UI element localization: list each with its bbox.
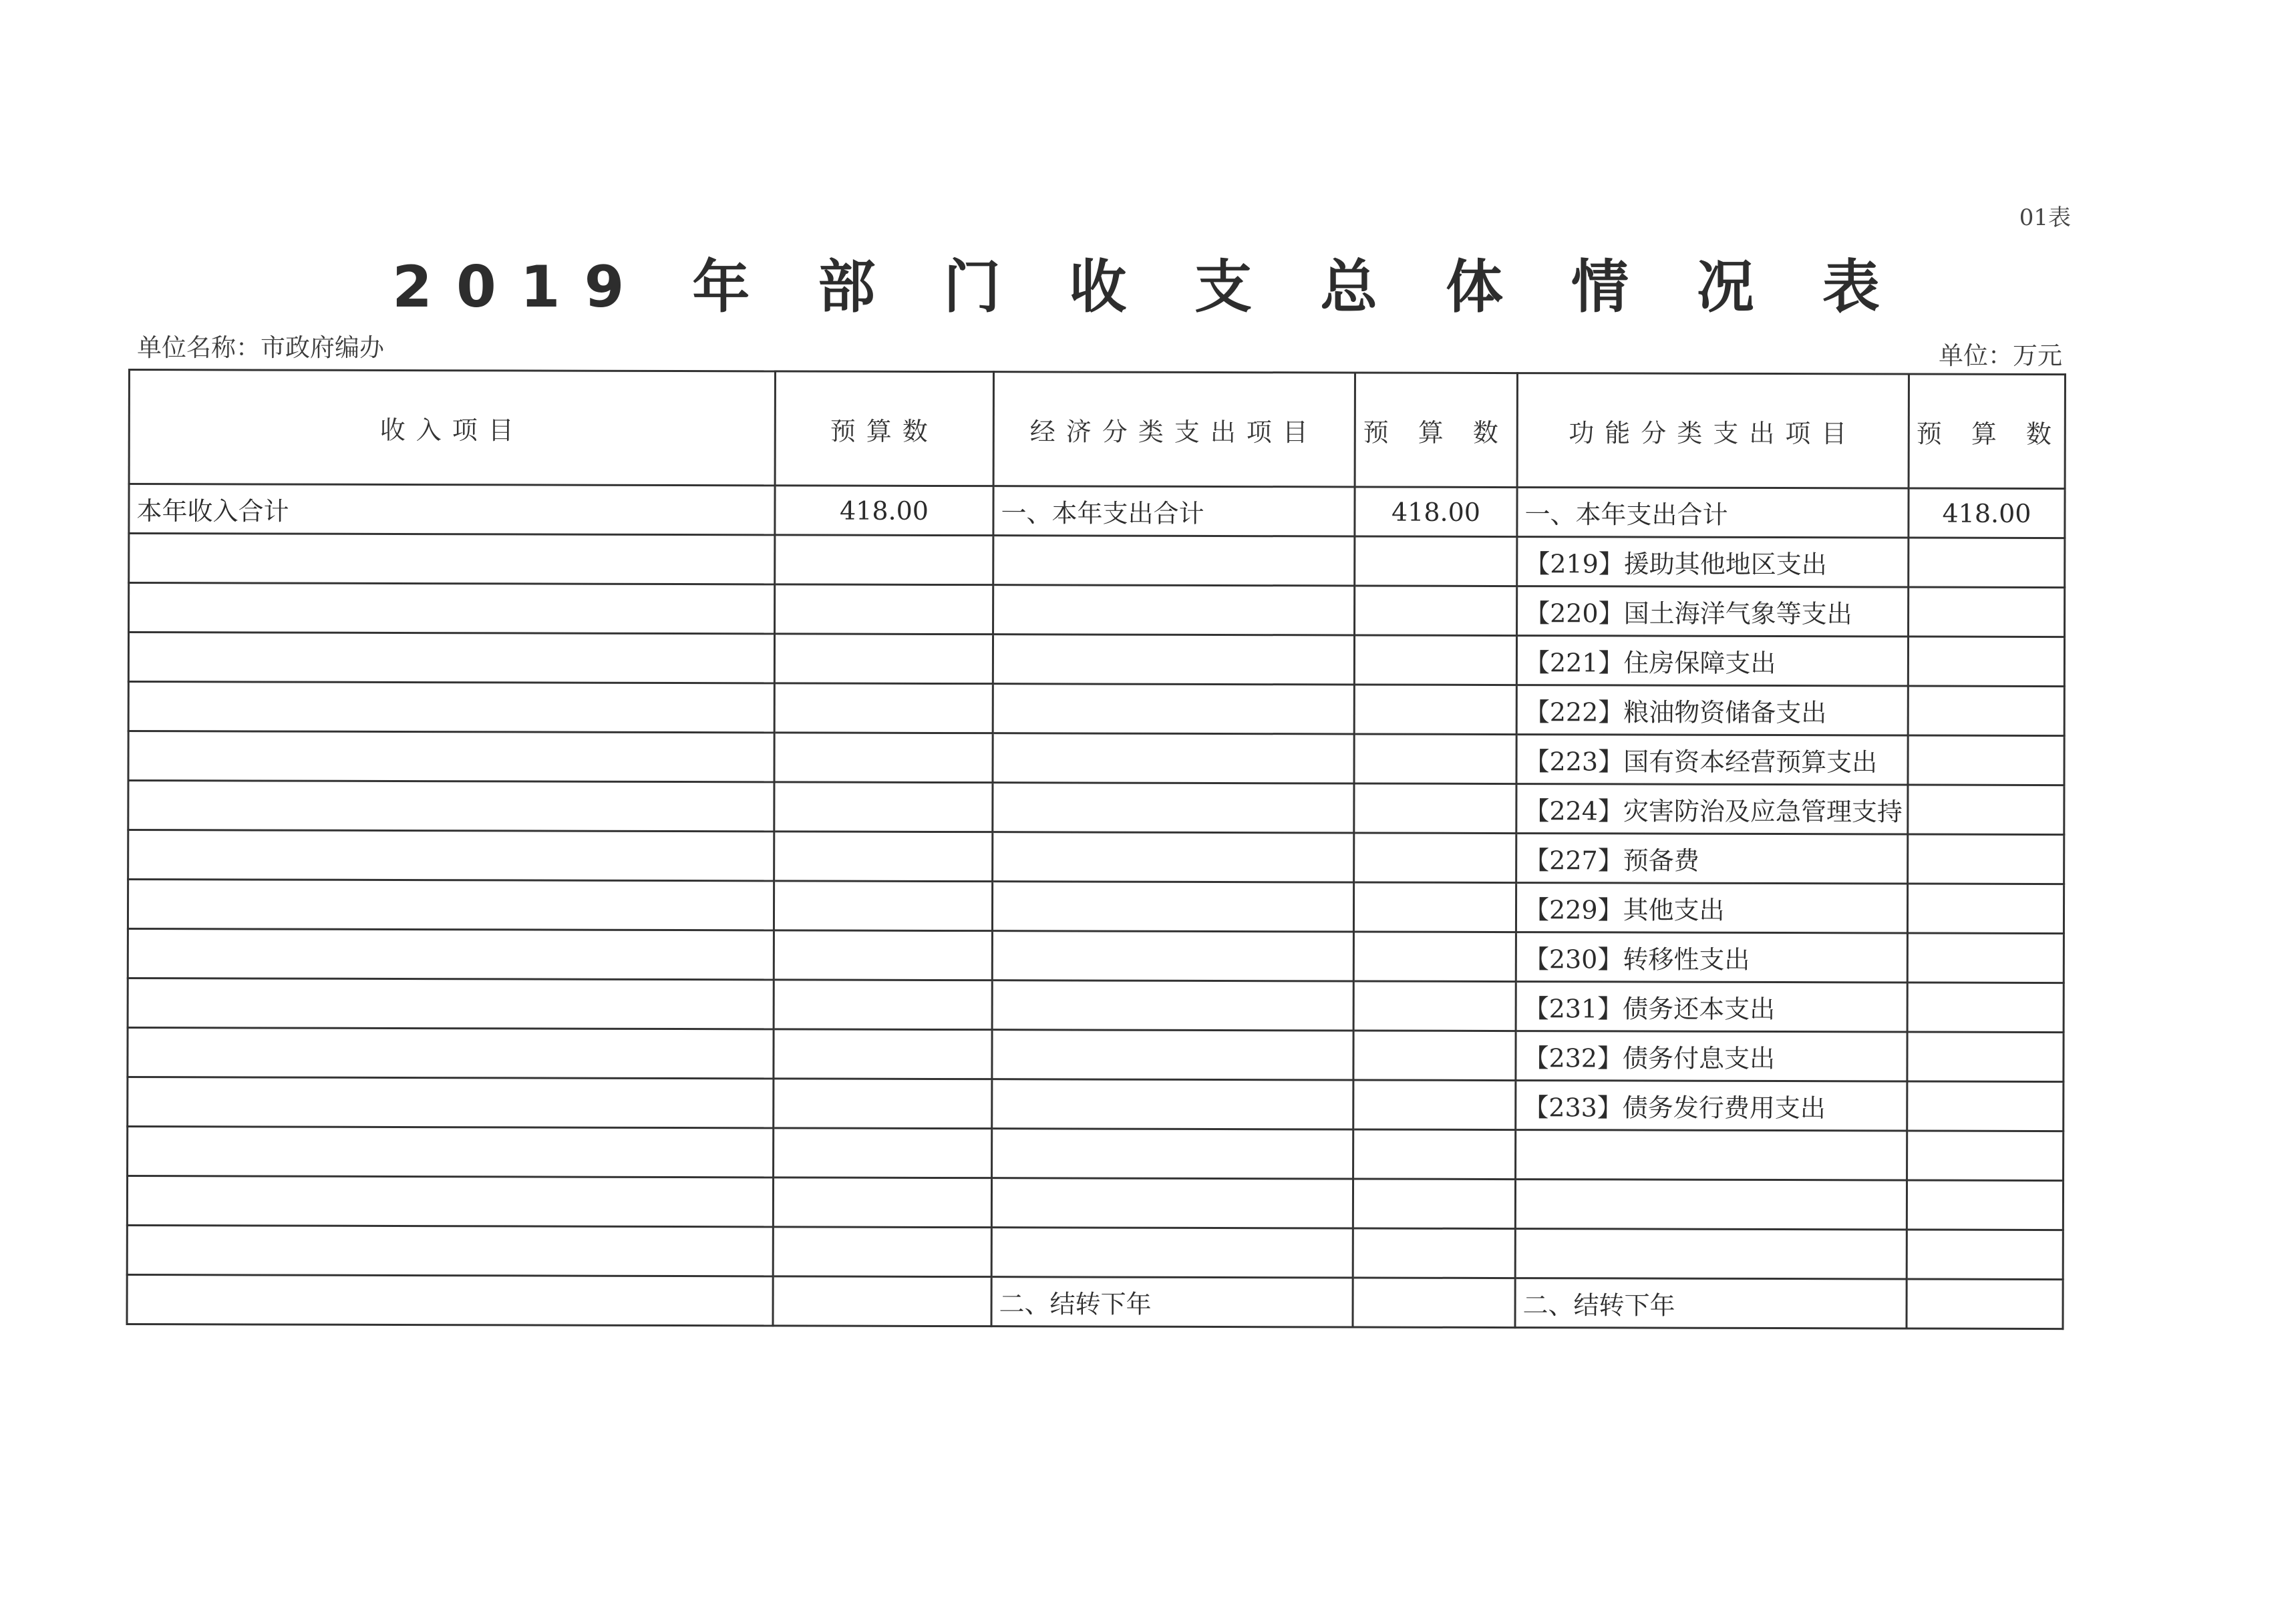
econ-item-cell xyxy=(993,635,1354,685)
income-budget-cell xyxy=(774,782,993,832)
func-item-cell: 【224】灾害防治及应急管理支持 xyxy=(1516,784,1908,834)
table-row xyxy=(127,1176,2063,1230)
income-budget-cell: 418.00 xyxy=(775,486,993,536)
income-item-cell xyxy=(128,1077,774,1128)
income-item-cell xyxy=(128,830,774,881)
income-budget-cell xyxy=(774,1079,992,1129)
econ-budget-cell xyxy=(1353,981,1516,1031)
econ-budget-cell xyxy=(1354,685,1516,735)
func-budget-cell xyxy=(1907,1279,2063,1329)
income-budget-cell xyxy=(773,1227,991,1277)
econ-item-cell xyxy=(991,1228,1353,1278)
econ-item-cell: 二、结转下年 xyxy=(991,1277,1353,1327)
header-income-budget: 预算数 xyxy=(775,371,993,486)
income-item-cell xyxy=(128,682,774,733)
table-row xyxy=(128,830,2064,884)
econ-budget-cell: 418.00 xyxy=(1355,487,1517,537)
unit-label: 单位：万元 xyxy=(1939,341,2062,370)
income-item-cell xyxy=(128,633,774,683)
table-code: 01表 xyxy=(2019,204,2071,231)
econ-budget-cell xyxy=(1353,1179,1515,1229)
income-item-cell: 本年收入合计 xyxy=(129,484,775,535)
func-budget-cell xyxy=(1909,587,2065,637)
income-item-cell xyxy=(127,1225,773,1276)
func-item-cell: 【223】国有资本经营预算支出 xyxy=(1516,735,1908,785)
func-budget-cell xyxy=(1907,1032,2064,1082)
table-row xyxy=(128,1077,2064,1131)
econ-item-cell xyxy=(993,684,1354,734)
func-budget-cell xyxy=(1907,1180,2063,1230)
header-func-budget: 预 算 数 xyxy=(1909,374,2065,489)
func-item-cell: 【230】转移性支出 xyxy=(1516,932,1907,982)
income-item-cell xyxy=(127,1176,773,1227)
func-budget-cell xyxy=(1909,538,2065,588)
table-row xyxy=(129,583,2065,637)
func-item-cell: 【219】援助其他地区支出 xyxy=(1517,537,1909,587)
income-item-cell xyxy=(129,583,775,634)
income-budget-cell xyxy=(774,881,992,931)
func-budget-cell xyxy=(1907,884,2064,934)
income-budget-cell xyxy=(774,634,993,684)
econ-budget-cell xyxy=(1354,635,1516,685)
func-item-cell: 【221】住房保障支出 xyxy=(1516,636,1908,686)
func-item-cell: 二、结转下年 xyxy=(1515,1278,1907,1328)
econ-budget-cell xyxy=(1354,734,1516,784)
econ-budget-cell xyxy=(1353,1080,1516,1130)
table-row xyxy=(128,978,2064,1033)
func-item-cell: 【222】粮油物资储备支出 xyxy=(1516,685,1908,735)
econ-budget-cell xyxy=(1353,882,1516,932)
table-row xyxy=(128,1028,2064,1082)
table-row xyxy=(128,1127,2064,1181)
econ-item-cell xyxy=(993,585,1355,635)
func-item-cell: 一、本年支出合计 xyxy=(1517,488,1909,538)
income-item-cell xyxy=(129,534,775,584)
page-title: 2019 年 部 门 收 支 总 体 情 况 表 xyxy=(392,254,1904,321)
econ-budget-cell xyxy=(1355,536,1517,586)
table-row xyxy=(129,484,2065,538)
income-budget-cell xyxy=(775,535,993,585)
income-item-cell xyxy=(128,781,774,832)
econ-item-cell xyxy=(993,783,1354,833)
econ-item-cell xyxy=(993,733,1354,783)
table-row xyxy=(129,534,2065,588)
func-budget-cell xyxy=(1908,785,2064,835)
income-budget-cell xyxy=(774,1029,992,1079)
table-row xyxy=(127,1274,2063,1328)
income-budget-cell xyxy=(774,832,993,882)
econ-item-cell xyxy=(992,882,1353,932)
func-budget-cell xyxy=(1907,1230,2063,1280)
income-budget-cell xyxy=(773,1178,991,1228)
func-budget-cell xyxy=(1908,686,2064,736)
func-budget-cell xyxy=(1907,1131,2064,1181)
income-budget-cell xyxy=(774,980,992,1030)
income-item-cell xyxy=(128,1127,774,1178)
func-budget-cell xyxy=(1907,982,2064,1033)
table-row xyxy=(128,781,2064,835)
econ-item-cell: 一、本年支出合计 xyxy=(993,486,1355,536)
table-row xyxy=(128,880,2064,934)
econ-budget-cell xyxy=(1353,1228,1515,1278)
econ-budget-cell xyxy=(1354,783,1516,834)
func-item-cell: 【227】预备费 xyxy=(1516,834,1908,884)
func-budget-cell xyxy=(1908,637,2064,687)
header-income-item: 收入项目 xyxy=(129,370,775,486)
income-item-cell xyxy=(128,731,774,782)
table-body xyxy=(127,484,2065,1329)
unit-name: 单位名称：市政府编办 xyxy=(137,333,384,362)
func-item-cell: 【231】债务还本支出 xyxy=(1516,982,1907,1032)
econ-item-cell xyxy=(992,1079,1353,1129)
func-item-cell xyxy=(1515,1229,1907,1279)
header-row xyxy=(129,370,2065,489)
econ-item-cell xyxy=(992,931,1353,981)
func-budget-cell xyxy=(1907,1081,2064,1131)
func-budget-cell xyxy=(1907,933,2064,983)
income-budget-cell xyxy=(774,683,993,733)
func-item-cell: 【220】国土海洋气象等支出 xyxy=(1517,586,1909,637)
header-econ-item: 经济分类支出项目 xyxy=(993,372,1355,487)
table-row xyxy=(128,682,2064,736)
income-budget-cell xyxy=(774,930,992,980)
income-budget-cell xyxy=(774,733,993,783)
econ-item-cell xyxy=(993,832,1354,882)
func-item-cell xyxy=(1516,1130,1907,1180)
income-budget-cell xyxy=(775,584,993,635)
func-item-cell xyxy=(1515,1180,1907,1230)
table-row xyxy=(128,929,2064,983)
func-item-cell: 【233】债务发行费用支出 xyxy=(1516,1081,1907,1131)
income-item-cell xyxy=(128,978,774,1029)
func-item-cell: 【232】债务付息支出 xyxy=(1516,1031,1907,1081)
header-func-item: 功能分类支出项目 xyxy=(1517,373,1909,488)
income-item-cell xyxy=(127,1274,773,1325)
econ-budget-cell xyxy=(1353,932,1516,982)
table-row xyxy=(127,1225,2063,1279)
func-budget-cell xyxy=(1908,735,2064,785)
econ-item-cell xyxy=(992,1030,1353,1080)
func-budget-cell xyxy=(1908,834,2064,884)
econ-item-cell xyxy=(991,1178,1353,1228)
table-row xyxy=(128,731,2064,785)
income-item-cell xyxy=(128,880,774,930)
econ-budget-cell xyxy=(1354,833,1516,883)
econ-item-cell xyxy=(992,980,1353,1031)
econ-budget-cell xyxy=(1355,586,1517,636)
econ-budget-cell xyxy=(1353,1129,1516,1180)
econ-budget-cell xyxy=(1353,1031,1516,1081)
header-econ-budget: 预 算 数 xyxy=(1355,373,1517,488)
budget-table xyxy=(126,369,2066,1330)
func-item-cell: 【229】其他支出 xyxy=(1516,883,1907,933)
table-row xyxy=(128,633,2064,687)
econ-budget-cell xyxy=(1353,1278,1515,1328)
income-item-cell xyxy=(128,929,774,980)
func-budget-cell: 418.00 xyxy=(1909,488,2065,538)
econ-item-cell xyxy=(993,536,1355,586)
income-budget-cell xyxy=(773,1276,991,1326)
econ-item-cell xyxy=(992,1129,1353,1179)
income-budget-cell xyxy=(774,1128,992,1178)
income-item-cell xyxy=(128,1028,774,1079)
